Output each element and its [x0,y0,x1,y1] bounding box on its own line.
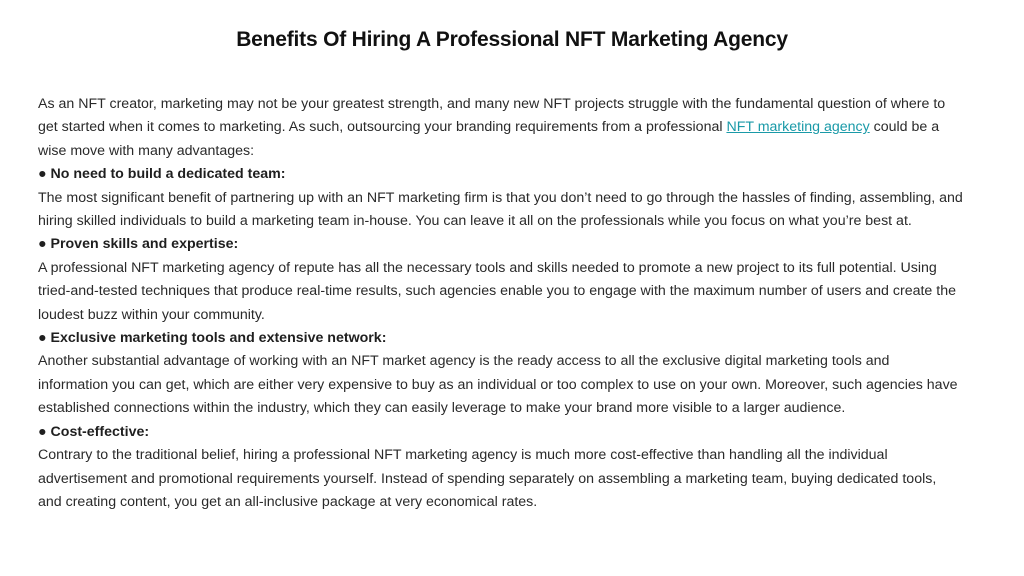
section-heading-team [38,163,963,186]
intro-paragraph [38,93,963,163]
section-heading-text: Exclusive marketing tools and extensive network: [50,330,387,347]
section-heading-text: Cost-effective: [50,423,150,440]
section-heading-text: No need to build a dedicated team: [50,166,286,183]
section-heading-text: Proven skills and expertise: [50,236,239,253]
bullet-icon: ● [38,166,47,183]
section-text-tools: Another substantial advantage of working with an NFT market agency is the ready access to all the exclusive digital marketing tools and information you can get, which are either very expensive to buy as an individual or too complex to use on your own. Moreover, such agencies have established connections within the industry, which they can easily leverage to make your brand more visible to a larger audience. [38,353,958,417]
intro-text-after-link: could be a wise move with many advantages: [38,119,940,159]
section-heading-skills [38,233,963,256]
section-heading-tools [38,327,963,350]
section-text-cost: Contrary to the traditional belief, hiring a professional NFT marketing agency is much more cost-effective than handling all the individual advertisement and promotional requirements yourself. Instead of spending separately on assembling a marketing team, buying dedicated tools, and creating content, you get an all-inclusive package at very economical rates. [38,447,937,510]
intro-text-before-link: As an NFT creator, marketing may not be your greatest strength, and many new NFT projects struggle with the fundamental question of where to get started when it comes to marketing. As such, outsourcing your branding requirements from a professional [38,96,946,136]
bullet-icon: ● [38,423,47,440]
section-text-team: The most significant benefit of partnering up with an NFT marketing firm is that you don’t need to go through the hassles of finding, assembling, and hiring skilled individuals to build a marketing team in-house. You can leave it all on the professionals while you focus on what you’re best at. [38,189,963,230]
section-text-skills: A professional NFT marketing agency of repute has all the necessary tools and skills needed to promote a new project to its full potential. Using tried-and-tested techniques that produce real-time results, such agencies enable you to engage with the maximum number of users and create the loudest buzz within your community. [38,259,956,323]
bullet-icon: ● [38,330,47,347]
article-body [38,93,963,514]
bullet-icon: ● [38,236,47,253]
page-title: Benefits Of Hiring A Professional NFT Marketing Agency [236,28,788,51]
nft-marketing-agency-link[interactable]: NFT marketing agency [726,119,870,136]
section-heading-cost [38,421,963,444]
